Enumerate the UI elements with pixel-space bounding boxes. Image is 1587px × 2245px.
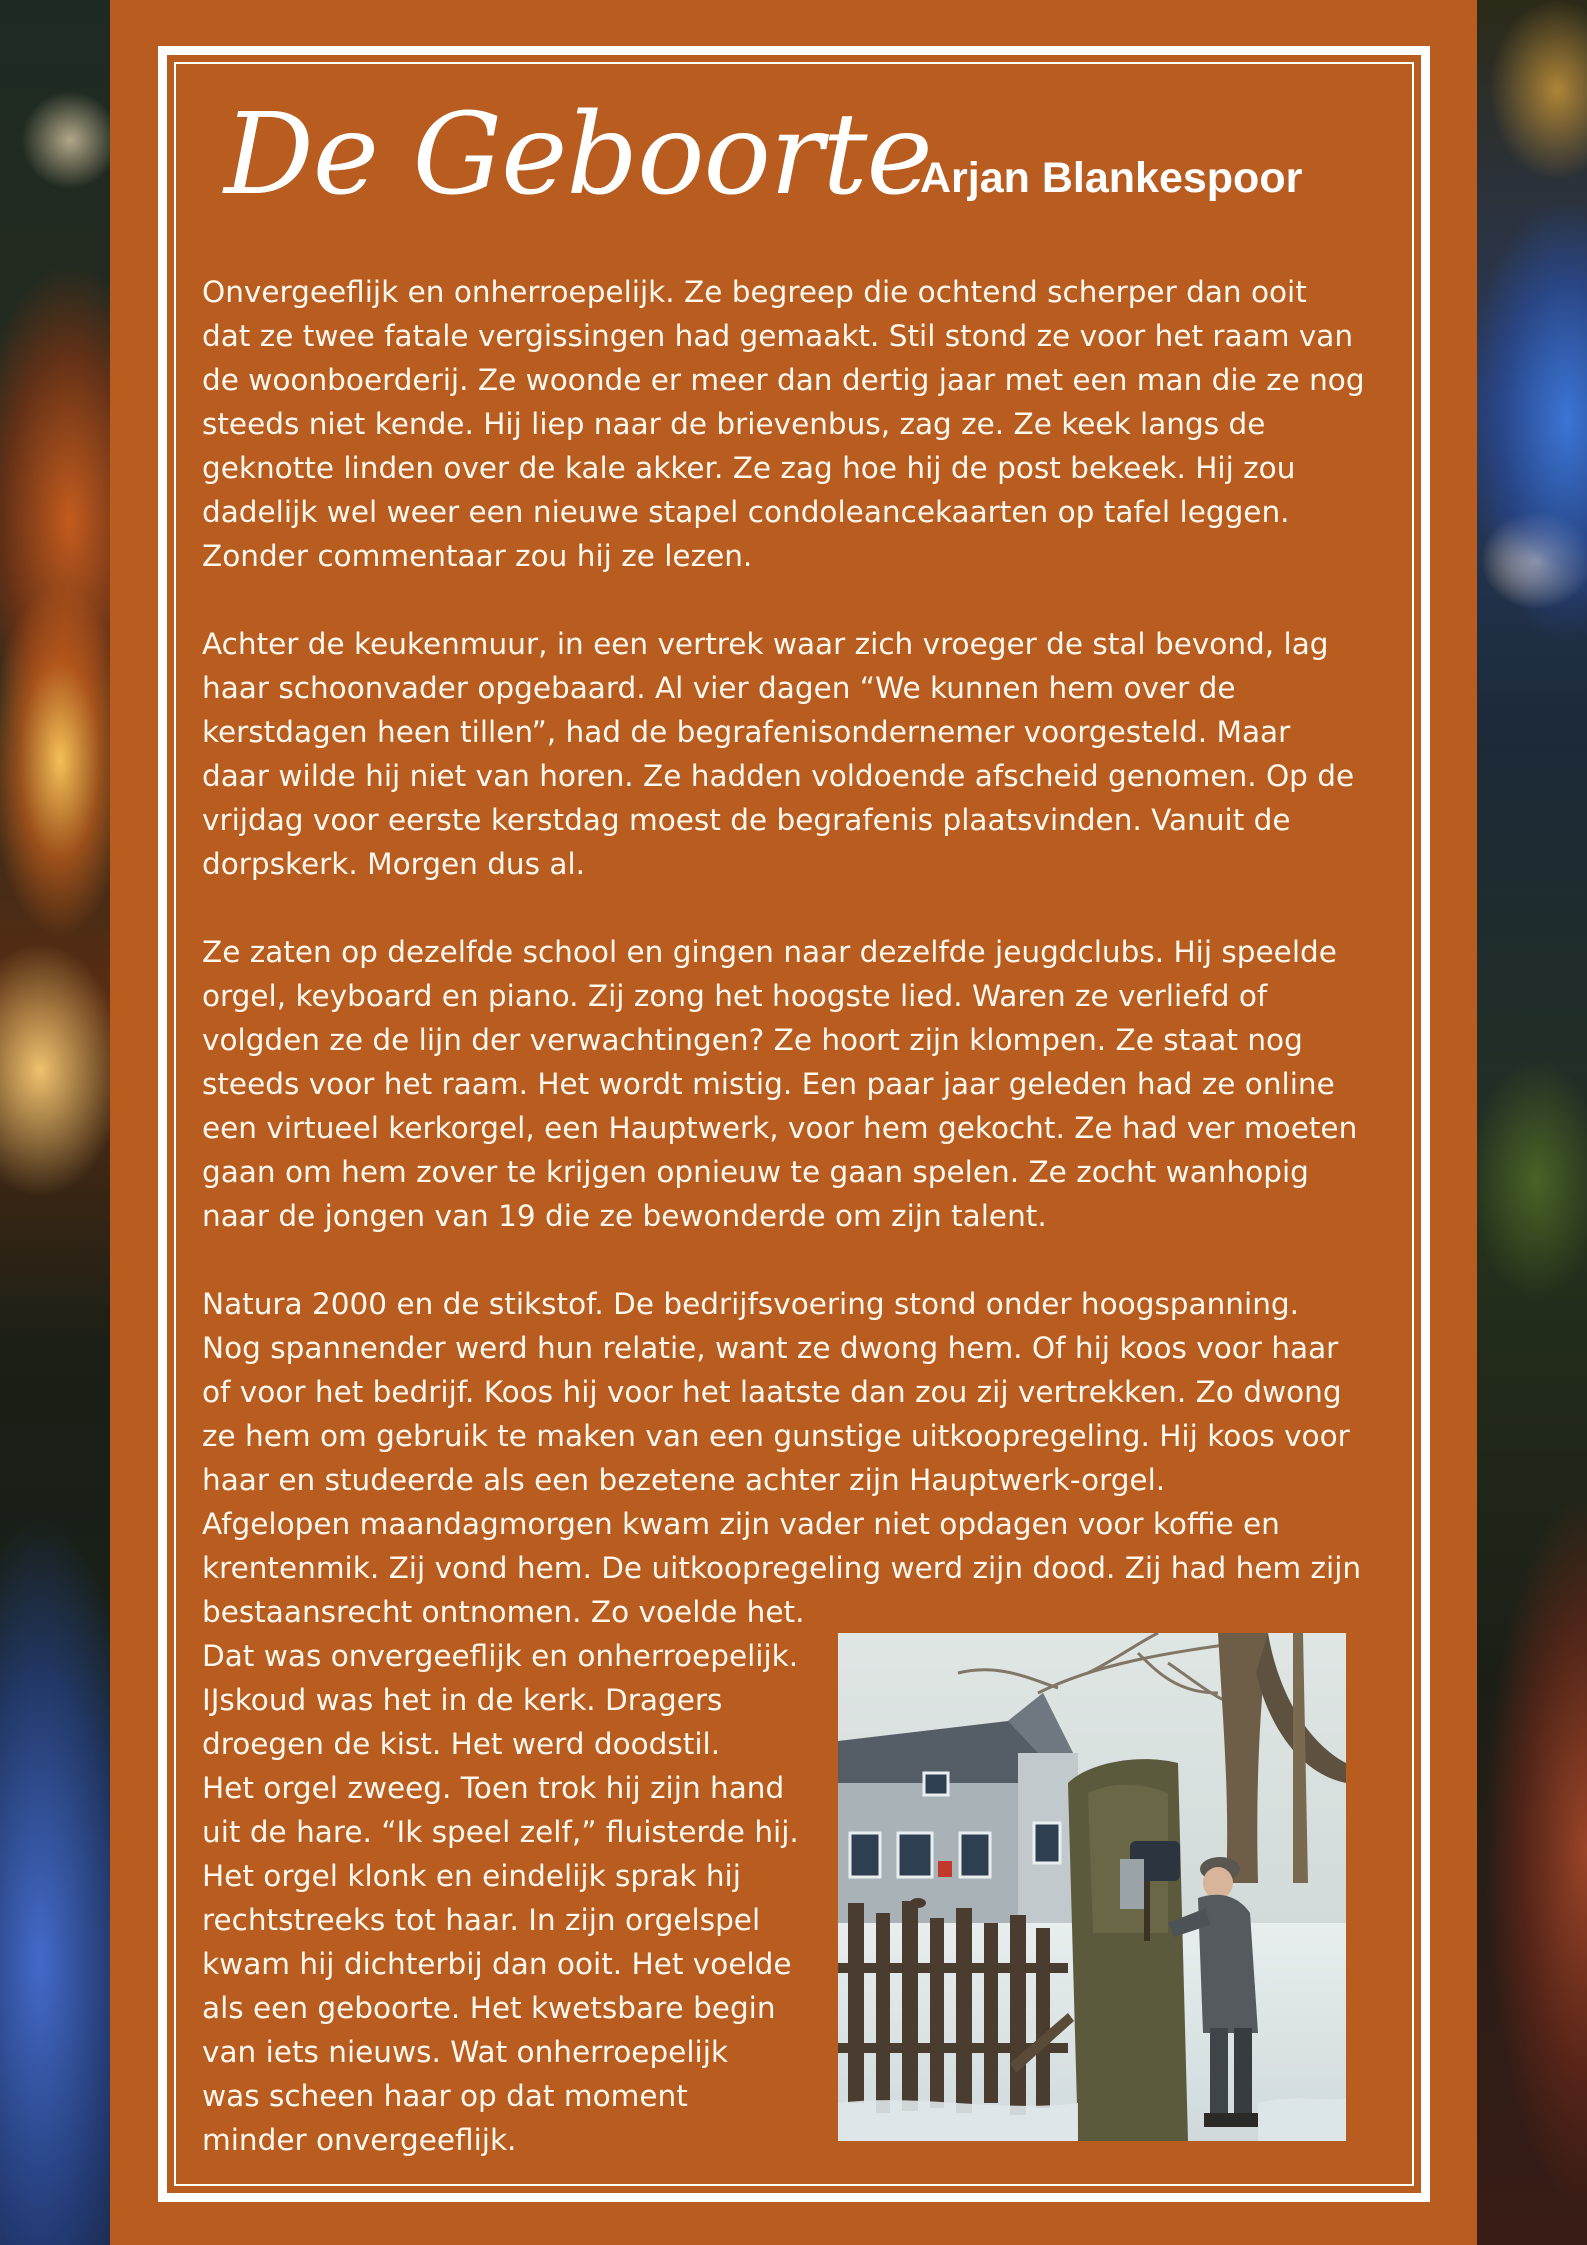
farmhouse-mailbox-illustration [838, 1633, 1346, 2141]
author-name: Arjan Blankespoor [920, 154, 1303, 202]
background-baubles-left [0, 0, 110, 2245]
background-baubles-right [1477, 0, 1587, 2245]
story-paragraph-3: Ze zaten op dezelfde school en gingen naar dezelfde jeugdclubs. Hij speelde orgel, keyboard en piano. Zij zong het hoogste lied. Waren ze verliefd of volgden ze de lijn der verwachtingen? Ze hoort zijn klompen. Ze staat nog steeds voor het raam. Het wordt mistig. Een paar jaar geleden had ze online een virtueel kerkorgel, een Hauptwerk, voor hem gekocht. Ze had ver moeten gaan om hem zover te krijgen opnieuw te gaan spelen. Ze zocht wanhopig naar de jongen van 19 die ze bewonderde om zijn talent. [202, 935, 1358, 1233]
page-title: De Geboorte [224, 90, 932, 220]
story-paragraph-5: Dat was onvergeeflijk en onherroepelijk. IJskoud was het in de kerk. Dragers droegen de kist. Het werd doodstil. Het orgel zweeg. Toen trok hij zijn hand uit de hare. “Ik speel zelf,” fluisterde hij. Het orgel klonk en eindelijk sprak hij rechtstreeks tot haar. In zijn orgelspel kwam hij dichterbij dan ooit. Het voelde als een geboorte. Het kwetsbare begin van iets nieuws. Wat onherroepelijk was scheen haar op dat moment minder onvergeeflijk. [202, 1639, 799, 2157]
story-paragraph-2: Achter de keukenmuur, in een vertrek waar zich vroeger de stal bevond, lag haar schoonvader opgebaard. Al vier dagen “We kunnen hem over de kerstdagen heen tillen”, had de begrafenisondernemer voorgesteld. Maar daar wilde hij niet van horen. Ze hadden voldoende afscheid genomen. Op de vrijdag voor eerste kerstdag moest de begrafenis plaatsvinden. Vanuit de dorpskerk. Morgen dus al. [202, 627, 1355, 881]
story-paragraph-4: Natura 2000 en de stikstof. De bedrijfsvoering stond onder hoogspanning. Nog spannender werd hun relatie, want ze dwong hem. Of hij koos voor haar of voor het bedrijf. Koos hij voor het laatste dan zou zij vertrekken. Zo dwong ze hem om gebruik te maken van een gunstige uitkoopregeling. Hij koos voor haar en studeerde als een bezetene achter zijn Hauptwerk-orgel. Afgelopen maandagmorgen kwam zijn vader niet opdagen voor koffie en krentenmik. Zij vond hem. De uitkoopregeling werd zijn dood. Zij had hem zijn bestaansrecht ontnomen. Zo voelde het. [202, 1287, 1362, 1629]
story-paragraph-1: Onvergeeflijk en onherroepelijk. Ze begreep die ochtend scherper dan ooit dat ze twee fatale vergissingen had gemaakt. Stil stond ze voor het raam van de woonboerderij. Ze woonde er meer dan dertig jaar met een man die ze nog steeds niet kende. Hij liep naar de brievenbus, zag ze. Ze keek langs de geknotte linden over de kale akker. Ze zag hoe hij de post bekeek. Hij zou dadelijk wel weer een nieuwe stapel condoleancekaarten op tafel leggen. Zonder commentaar zou hij ze lezen. [202, 275, 1365, 573]
